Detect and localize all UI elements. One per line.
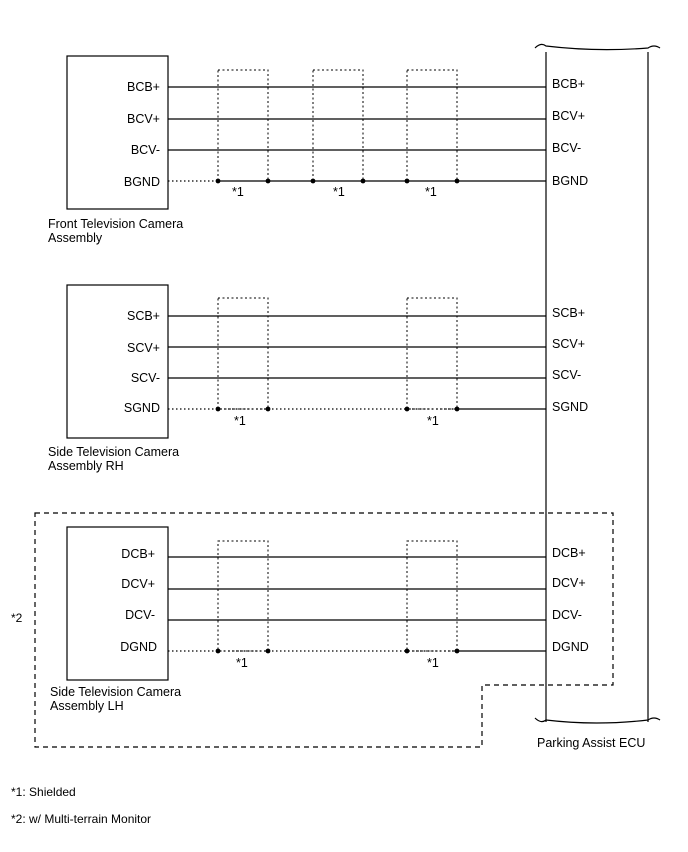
lh-pin-dcv-plus: DCV+ (121, 577, 155, 591)
side-lh-camera-group (11, 513, 613, 747)
ecu-pin-scv-plus: SCV+ (552, 337, 586, 351)
ecu-pin-bcv-plus: BCV+ (552, 109, 586, 123)
lh-pin-dcb-plus: DCB+ (121, 547, 155, 561)
ground-dot (405, 407, 410, 412)
rh-pin-scb-plus: SCB+ (126, 309, 160, 323)
ecu-pin-dcv-minus: DCV- (552, 608, 582, 622)
ground-dot (361, 179, 366, 184)
front-camera-group (48, 56, 588, 245)
note-shielded: *1: Shielded (11, 785, 76, 799)
ecu-pin-dgnd: DGND (552, 640, 589, 654)
ecu-pin-bgnd: BGND (552, 174, 589, 188)
ground-dot (455, 407, 460, 412)
side-lh-camera-name-line1: Side Television Camera (50, 685, 182, 699)
side-lh-camera-name-line2: Assembly LH (50, 699, 124, 713)
front-pin-bgnd: BGND (123, 175, 160, 189)
rh-pin-scv-plus: SCV+ (126, 341, 160, 355)
shield-2 (407, 298, 457, 409)
shield-mark: *1 (236, 656, 248, 670)
ground-dot (455, 179, 460, 184)
note-multi-terrain: *2: w/ Multi-terrain Monitor (11, 812, 152, 826)
ground-dot (311, 179, 316, 184)
ground-dot (266, 179, 271, 184)
group-marker: *2 (11, 611, 23, 625)
lh-pin-dcv-minus: DCV- (125, 608, 155, 622)
front-pin-bcv-minus: BCV- (130, 143, 160, 157)
front-pin-bcv-plus: BCV+ (126, 112, 160, 126)
side-rh-camera-group (48, 285, 588, 473)
shield-mark: *1 (333, 185, 345, 199)
lh-pin-dgnd: DGND (120, 640, 157, 654)
front-pin-bcb-plus: BCB+ (126, 80, 160, 94)
ecu-pin-dcb-plus: DCB+ (552, 546, 586, 560)
shield-mark: *1 (425, 185, 437, 199)
shield-mark: *1 (427, 414, 439, 428)
shield-mark: *1 (427, 656, 439, 670)
ground-dot (216, 179, 221, 184)
shield-mark: *1 (232, 185, 244, 199)
ground-dot (216, 407, 221, 412)
front-camera-name-line2: Assembly (48, 231, 103, 245)
ground-dot (266, 407, 271, 412)
side-rh-camera-box (67, 285, 168, 438)
ecu-pin-dcv-plus: DCV+ (552, 576, 586, 590)
ecu-pin-bcv-minus: BCV- (552, 141, 582, 155)
side-rh-camera-name-line2: Assembly RH (48, 459, 124, 473)
ground-dot (266, 649, 271, 654)
ground-dot (405, 649, 410, 654)
ecu-label: Parking Assist ECU (537, 736, 646, 750)
ecu-pin-scv-minus: SCV- (552, 368, 582, 382)
ground-dot (455, 649, 460, 654)
ecu-pin-scb-plus: SCB+ (552, 306, 586, 320)
shield-1 (218, 298, 268, 409)
rh-pin-sgnd: SGND (123, 401, 160, 415)
ground-dot (216, 649, 221, 654)
ecu-pin-sgnd: SGND (552, 400, 589, 414)
shield-mark: *1 (234, 414, 246, 428)
ground-dot (405, 179, 410, 184)
ecu-pin-bcb-plus: BCB+ (552, 77, 586, 91)
front-camera-name-line1: Front Television Camera (48, 217, 184, 231)
rh-pin-scv-minus: SCV- (130, 371, 160, 385)
side-rh-camera-name-line1: Side Television Camera (48, 445, 180, 459)
